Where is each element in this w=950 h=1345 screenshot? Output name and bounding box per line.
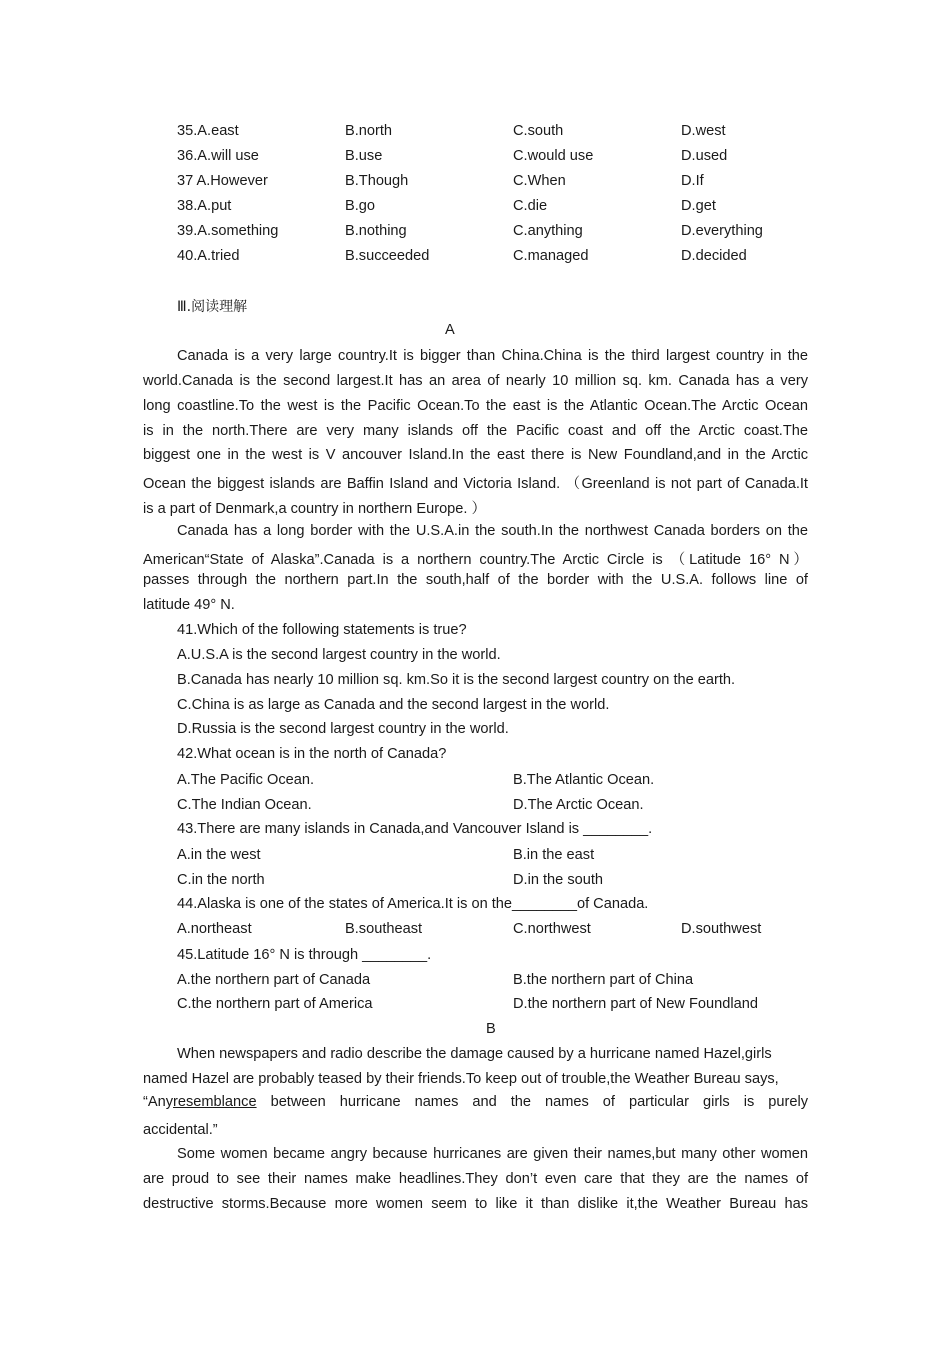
question-44-option-b: B.southeast (345, 921, 423, 937)
passage-a-line: world.Canada is the second largest.It has an area of nearly 10 million sq. km. Canada has a very (143, 373, 808, 389)
option-c: C.die (513, 198, 548, 214)
option-d: D.decided (681, 248, 747, 264)
question-42-option-d: D.The Arctic Ocean. (513, 797, 644, 813)
option-d: D.If (681, 173, 704, 189)
question-45-option-d: D.the northern part of New Foundland (513, 996, 758, 1012)
cloze-row-39 (177, 223, 817, 243)
quote-open: “Any (143, 1094, 174, 1110)
passage-a-line: American“State of Alaska”.Canada is a northern country.The Arctic Circle is （Latitude 16° N） (143, 552, 808, 568)
passage-a-line: passes through the northern part.In the south,half of the border with the U.S.A. follows line of (143, 572, 808, 588)
question-43-option-d: D.in the south (513, 872, 604, 888)
cloze-row-40 (177, 248, 817, 268)
question-43-option-c: C.in the north (177, 872, 265, 888)
passage-b-line: When newspapers and radio describe the damage caused by a hurricane named Hazel,girls (177, 1046, 772, 1062)
passage-a-label: A (445, 322, 455, 338)
cloze-row-38 (177, 198, 817, 218)
question-45-option-a: A.the northern part of Canada (177, 972, 371, 988)
option-d: D.used (681, 148, 728, 164)
option-a: 36.A.will use (177, 148, 259, 164)
passage-a-line: biggest one in the west is V ancouver Island.In the east there is New Foundland,and in the Arctic (143, 447, 808, 463)
question-44-stem: 44.Alaska is one of the states of America.It is on the________of Canada. (177, 896, 649, 912)
option-c: C.would use (513, 148, 594, 164)
question-41-option-b: B.Canada has nearly 10 million sq. km.So it is the second largest country on the earth. (177, 672, 736, 688)
passage-b-quote-line (143, 1094, 808, 1114)
quote-rest: between hurricane names and the names of particular girls is purely (270, 1094, 808, 1110)
passage-a-line: is in the north.There are very many islands off the Pacific coast and off the Arctic coast.The (143, 423, 808, 439)
question-45-option-c: C.the northern part of America (177, 996, 373, 1012)
passage-a-line: Canada is a very large country.It is bigger than China.China is the third largest country in the (177, 348, 808, 364)
option-a: 38.A.put (177, 198, 232, 214)
question-41-stem: 41.Which of the following statements is true? (177, 622, 467, 638)
question-43-stem: 43.There are many islands in Canada,and Vancouver Island is ________. (177, 821, 653, 837)
question-41-option-a: A.U.S.A is the second largest country in the world. (177, 647, 501, 663)
underlined-word: resemblance (173, 1094, 257, 1110)
cloze-row-35 (177, 123, 817, 143)
passage-b-label: B (486, 1021, 496, 1037)
passage-a-line: Ocean the biggest islands are Baffin Island and Victoria Island. （Greenland is not part of Canada.It (143, 476, 808, 492)
option-c: C.managed (513, 248, 589, 264)
question-44-option-c: C.northwest (513, 921, 591, 937)
question-41-option-c: C.China is as large as Canada and the second largest in the world. (177, 697, 610, 713)
option-d: D.get (681, 198, 716, 214)
section-heading: Ⅲ.阅读理解 (177, 299, 248, 315)
option-c: C.south (513, 123, 564, 139)
passage-a-line: is a part of Denmark,a country in northern Europe. ） (143, 501, 487, 517)
option-b: B.nothing (345, 223, 407, 239)
option-d: D.everything (681, 223, 763, 239)
option-b: B.Though (345, 173, 409, 189)
option-c: C.When (513, 173, 566, 189)
option-c: C.anything (513, 223, 583, 239)
question-45-stem: 45.Latitude 16° N is through ________. (177, 947, 432, 963)
passage-a-line: latitude 49° N. (143, 597, 235, 613)
passage-b-line: destructive storms.Because more women seem to like it than dislike it,the Weather Bureau has (143, 1196, 808, 1212)
option-a: 35.A.east (177, 123, 239, 139)
option-a: 37 A.However (177, 173, 268, 189)
question-43-option-b: B.in the east (513, 847, 595, 863)
option-b: B.north (345, 123, 393, 139)
option-a: 40.A.tried (177, 248, 240, 264)
question-42-option-c: C.The Indian Ocean. (177, 797, 312, 813)
question-42-option-b: B.The Atlantic Ocean. (513, 772, 655, 788)
question-44-option-a: A.northeast (177, 921, 252, 937)
passage-a-line: long coastline.To the west is the Pacific Ocean.To the east is the Atlantic Ocean.The Arctic Ocean (143, 398, 808, 414)
cloze-row-36 (177, 148, 817, 168)
option-d: D.west (681, 123, 726, 139)
option-b: B.succeeded (345, 248, 430, 264)
passage-b-line: named Hazel are probably teased by their friends.To keep out of trouble,the Weather Bureau says, (143, 1071, 779, 1087)
passage-b-line: accidental.” (143, 1122, 218, 1138)
cloze-row-37 (177, 173, 817, 193)
option-b: B.use (345, 148, 383, 164)
question-41-option-d: D.Russia is the second largest country in the world. (177, 721, 509, 737)
passage-b-line: Some women became angry because hurricanes are given their names,but many other women (177, 1146, 808, 1162)
option-b: B.go (345, 198, 376, 214)
question-42-stem: 42.What ocean is in the north of Canada? (177, 746, 447, 762)
question-44-options (177, 921, 817, 941)
question-44-option-d: D.southwest (681, 921, 762, 937)
question-45-option-b: B.the northern part of China (513, 972, 694, 988)
passage-b-line: are proud to see their names make headlines.They don’t even care that they are the names of (143, 1171, 808, 1187)
option-a: 39.A.something (177, 223, 279, 239)
passage-a-line: Canada has a long border with the U.S.A.in the south.In the northwest Canada borders on the (177, 523, 808, 539)
question-42-option-a: A.The Pacific Ocean. (177, 772, 315, 788)
question-43-option-a: A.in the west (177, 847, 261, 863)
